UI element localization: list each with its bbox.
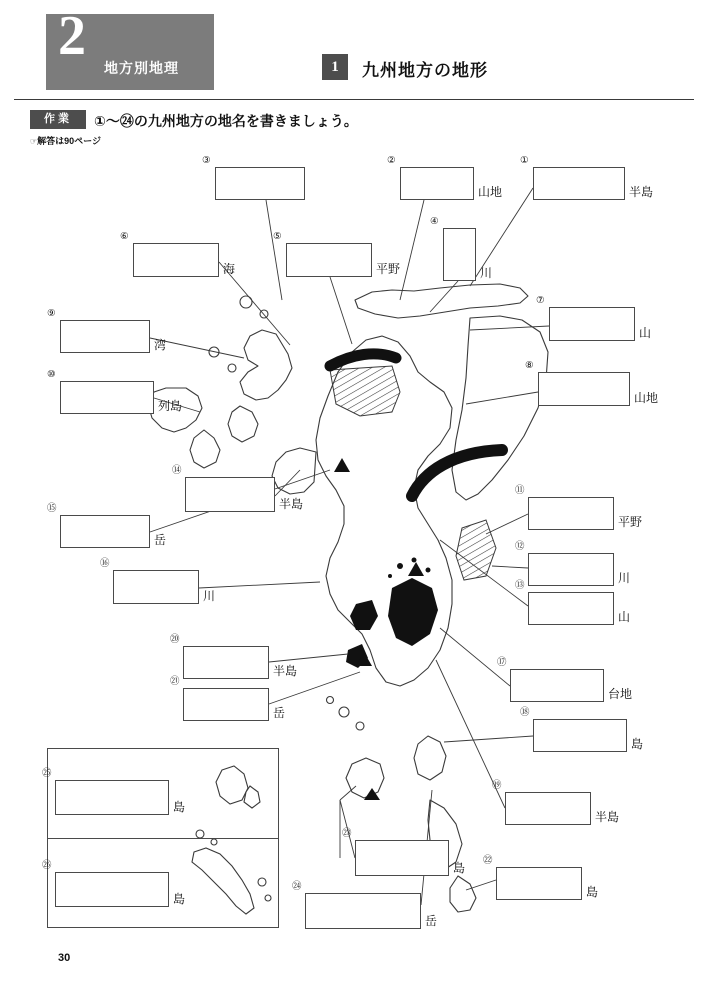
answer-blank-suffix-17: 台地 xyxy=(608,687,633,701)
answer-blank-suffix-16: 川 xyxy=(203,589,216,603)
answer-blank-suffix-24: 岳 xyxy=(425,914,438,928)
answer-blank-number-2: ② xyxy=(387,155,396,166)
answer-blank-suffix-4: 川 xyxy=(480,266,493,280)
answer-blank-number-5: ⑤ xyxy=(273,231,282,242)
answer-blank-suffix-21: 岳 xyxy=(273,706,286,720)
answer-blank-number-23: ㉓ xyxy=(342,828,352,839)
answer-blank-suffix-8: 山地 xyxy=(634,391,659,405)
answer-blank-suffix-2: 山地 xyxy=(478,185,503,199)
answer-blank-suffix-25: 島 xyxy=(173,800,186,814)
answer-blank-suffix-11: 平野 xyxy=(618,515,643,529)
page-number: 30 xyxy=(58,952,71,964)
answer-blank-suffix-19: 半島 xyxy=(595,810,620,824)
answer-blank-13[interactable] xyxy=(528,592,614,625)
answer-blank-number-13: ⑬ xyxy=(515,580,525,591)
answer-blank-number-3: ③ xyxy=(202,155,211,166)
answer-blank-suffix-12: 川 xyxy=(618,571,631,585)
answer-blank-number-1: ① xyxy=(520,155,529,166)
answer-blank-24[interactable] xyxy=(305,893,421,929)
answer-blank-suffix-15: 岳 xyxy=(154,533,167,547)
answer-blank-25[interactable] xyxy=(55,780,169,815)
dot-marker xyxy=(388,574,392,578)
answer-blank-suffix-6: 海 xyxy=(223,262,236,276)
answer-blank-number-18: ⑱ xyxy=(520,707,530,718)
answer-blank-suffix-18: 島 xyxy=(631,737,644,751)
dot-marker xyxy=(397,563,403,569)
answer-reference-text: 解答は90ページ xyxy=(37,136,102,146)
answer-blank-9[interactable] xyxy=(60,320,150,353)
answer-blank-16[interactable] xyxy=(113,570,199,604)
section-number: 1 xyxy=(322,54,348,80)
answer-blank-number-16: ⑯ xyxy=(100,558,110,569)
answer-blank-number-11: ⑪ xyxy=(515,485,525,496)
answer-blank-suffix-1: 半島 xyxy=(629,185,654,199)
answer-blank-suffix-14: 半島 xyxy=(279,497,304,511)
answer-blank-suffix-7: 山 xyxy=(639,326,652,340)
chapter-label: 地方別地理 xyxy=(104,60,179,76)
answer-blank-number-15: ⑮ xyxy=(47,503,57,514)
answer-blank-11[interactable] xyxy=(528,497,614,530)
answer-blank-8[interactable] xyxy=(538,372,630,406)
answer-blank-number-17: ⑰ xyxy=(497,657,507,668)
answer-blank-number-14: ⑭ xyxy=(172,465,182,476)
answer-blank-26[interactable] xyxy=(55,872,169,907)
answer-blank-4[interactable] xyxy=(443,228,476,281)
answer-blank-suffix-13: 山 xyxy=(618,610,631,624)
answer-blank-suffix-23: 島 xyxy=(453,861,466,875)
answer-blank-23[interactable] xyxy=(355,840,449,876)
answer-blank-number-20: ⑳ xyxy=(170,634,180,645)
answer-blank-suffix-5: 平野 xyxy=(376,262,401,276)
answer-blank-20[interactable] xyxy=(183,646,269,679)
answer-blank-number-21: ㉑ xyxy=(170,676,180,687)
answer-blank-suffix-26: 島 xyxy=(173,892,186,906)
answer-blank-2[interactable] xyxy=(400,167,474,200)
pointer-icon: ☞ xyxy=(30,137,37,146)
answer-blank-5[interactable] xyxy=(286,243,372,277)
answer-blank-14[interactable] xyxy=(185,477,275,512)
answer-blank-suffix-20: 半島 xyxy=(273,664,298,678)
answer-blank-number-12: ⑫ xyxy=(515,541,525,552)
answer-blank-number-7: ⑦ xyxy=(536,295,545,306)
section-title: 九州地方の地形 xyxy=(362,61,488,80)
answer-blank-number-22: ㉒ xyxy=(483,855,493,866)
answer-blank-15[interactable] xyxy=(60,515,150,548)
answer-blank-1[interactable] xyxy=(533,167,625,200)
answer-blank-number-6: ⑥ xyxy=(120,231,129,242)
answer-blank-17[interactable] xyxy=(510,669,604,702)
answer-blank-number-9: ⑨ xyxy=(47,308,56,319)
answer-blank-21[interactable] xyxy=(183,688,269,721)
answer-blank-12[interactable] xyxy=(528,553,614,586)
answer-blank-19[interactable] xyxy=(505,792,591,825)
answer-blank-10[interactable] xyxy=(60,381,154,414)
answer-blank-suffix-22: 島 xyxy=(586,885,599,899)
answer-blank-6[interactable] xyxy=(133,243,219,277)
hatched-region-plain-east xyxy=(456,520,496,580)
answer-blank-number-24: ㉔ xyxy=(292,881,302,892)
chapter-number: 2 xyxy=(58,5,86,67)
answer-blank-22[interactable] xyxy=(496,867,582,900)
dot-marker xyxy=(426,568,431,573)
answer-blank-number-26: ㉖ xyxy=(42,860,52,871)
answer-blank-suffix-9: 湾 xyxy=(154,338,167,352)
answer-blank-3[interactable] xyxy=(215,167,305,200)
okinawa-inset-map xyxy=(180,756,276,924)
answer-blank-number-25: ㉕ xyxy=(42,768,52,779)
answer-blank-number-4: ④ xyxy=(430,216,439,227)
answer-blank-18[interactable] xyxy=(533,719,627,752)
task-badge: 作業 xyxy=(30,110,86,129)
dot-marker xyxy=(412,558,417,563)
answer-blank-number-10: ⑩ xyxy=(47,369,56,380)
answer-blank-number-19: ⑲ xyxy=(492,780,502,791)
answer-blank-suffix-10: 列島 xyxy=(158,399,183,413)
task-instruction: ①〜㉔の九州地方の地名を書きましょう。 xyxy=(94,113,358,129)
answer-blank-number-8: ⑧ xyxy=(525,360,534,371)
answer-blank-7[interactable] xyxy=(549,307,635,341)
